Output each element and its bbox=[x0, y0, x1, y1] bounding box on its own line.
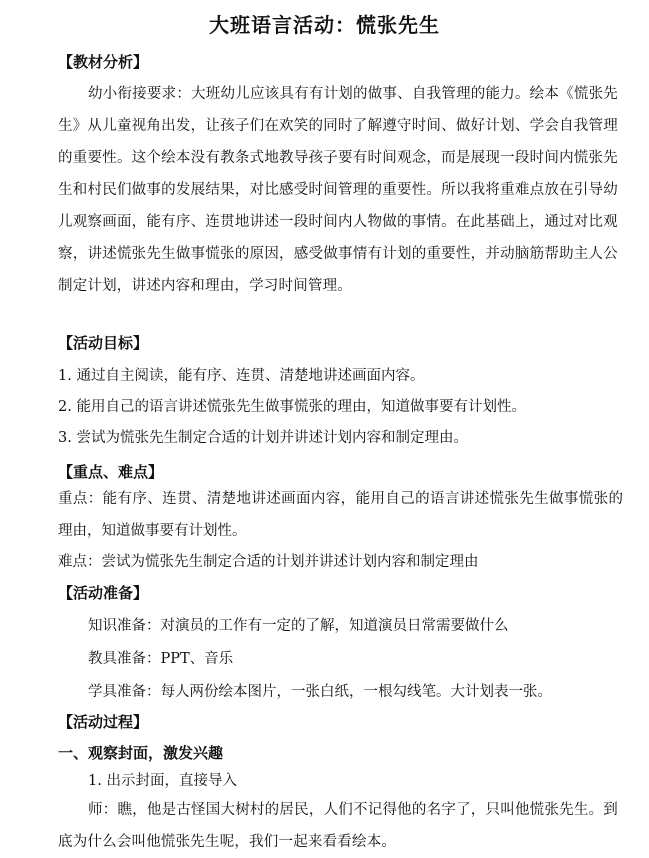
focus-paragraph: 重点：能有序、连贯、清楚地讲述画面内容，能用自己的语言讲述慌张先生做事慌张的理由，知道做事要有计划性。 bbox=[58, 491, 623, 539]
section-heading-process: 【活动过程】 bbox=[58, 713, 149, 731]
difficulty-line: 难点：尝试为慌张先生制定合适的计划并讲述计划内容和制定理由 bbox=[58, 554, 479, 570]
section-heading-preparation: 【活动准备】 bbox=[58, 584, 149, 602]
prep-learning-aids: 学具准备：每人两份绘本图片，一张白纸，一根勾线笔。大计划表一张。 bbox=[88, 684, 552, 700]
prep-knowledge: 知识准备：对演员的工作有一定的了解，知道演员日常需要做什么 bbox=[88, 618, 509, 634]
goal-item-1: 1. 通过自主阅读，能有序、连贯、清楚地讲述画面内容。 bbox=[58, 368, 425, 384]
analysis-paragraph: 幼小衔接要求：大班幼儿应该具有有计划的做事、自我管理的能力。绘本《慌张先生》从儿童视角出发，让孩子们在欢笑的同时了解遵守时间、做好计划、学会自我管理的重要性。这个绘本没有教条式地教导孩子要有时间观念，而是展现一段时间内慌张先生和村民们做事的发展结果，对比感受时间管理的重要性。所以我将重难点放在引导幼儿观察画面，能有序、连贯地讲述一段时间内人物做的事情。在此基础上，通过对比观察，讲述慌张先生做事慌张的原因，感受做事情有计划的重要性，并动脑筋帮助主人公制定计划，讲述内容和理由，学习时间管理。 bbox=[58, 86, 618, 294]
goal-item-2: 2. 能用自己的语言讲述慌张先生做事慌张的理由，知道做事要有计划性。 bbox=[58, 399, 526, 415]
process-step-1-heading: 一、观察封面，激发兴趣 bbox=[58, 744, 224, 762]
section-heading-key-points: 【重点、难点】 bbox=[58, 463, 164, 481]
document-title: 大班语言活动：慌张先生 bbox=[209, 13, 440, 37]
prep-teaching-aids: 教具准备：PPT、音乐 bbox=[88, 651, 234, 667]
goal-item-3: 3. 尝试为慌张先生制定合适的计划并讲述计划内容和制定理由。 bbox=[58, 430, 468, 446]
teacher-line: 师：瞧，他是古怪国大树村的居民，人们不记得他的名字了，只叫他慌张先生。到底为什么会叫他慌张先生呢，我们一起来看看绘本。 bbox=[58, 802, 618, 850]
section-heading-goals: 【活动目标】 bbox=[58, 334, 149, 352]
section-heading-analysis: 【教材分析】 bbox=[58, 53, 149, 71]
process-step-1-sub: 1. 出示封面，直接导入 bbox=[88, 773, 237, 789]
